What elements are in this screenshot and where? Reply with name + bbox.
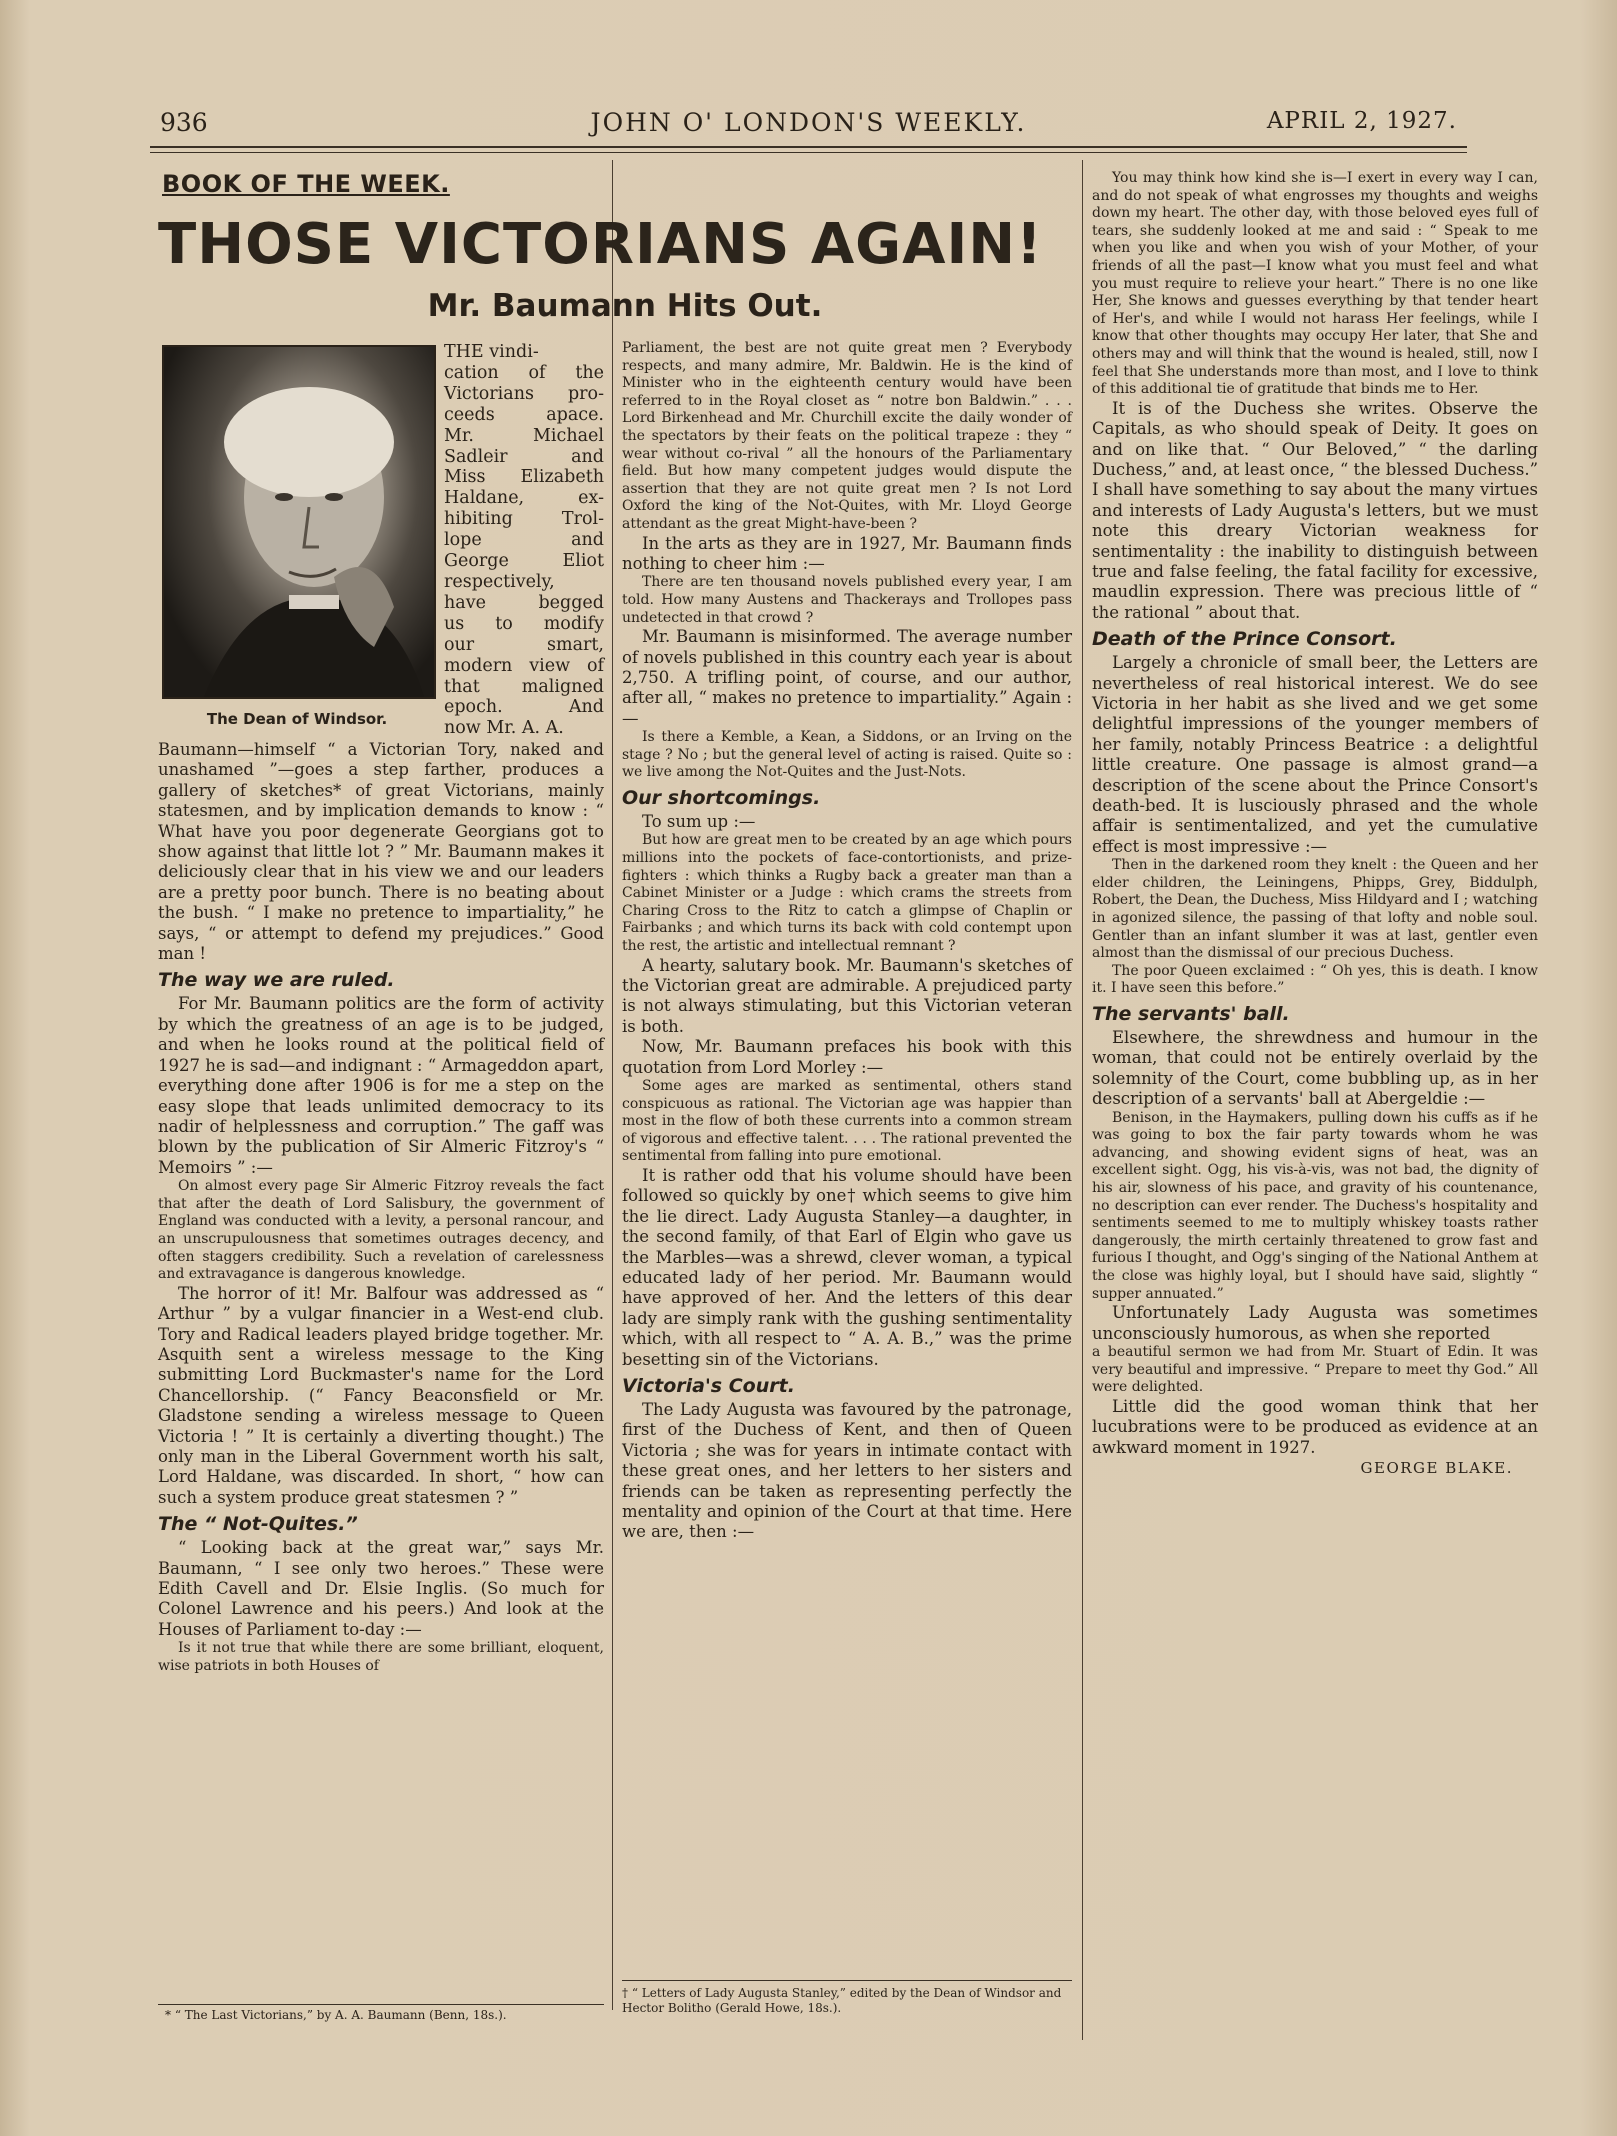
intro-line: that maligned [444,676,604,697]
parliament-quote-cont: Parliament, the best are not quite great men ? Everybody respects, and many admire, Mr. Baldwin. He is the kind of Minister who in the eighteenth century would have been referred to in the Royal closet as “ notre bon Baldwin.” . . . Lord Birkenhead and Mr. Churchill excite the daily wonder of the spectators by their feats on the political trapeze : they “ wear without co-rival ” all the honours of the Parliamentary field. But how many competent judges would dispute the assertion that they are not quite great men ? Is not Lord Oxford the king of the Not-Quites, with Mr. Lloyd George attendant as the great Might-have-been ? [622,340,1072,532]
parliament-quote: Is it not true that while there are some brilliant, eloquent, wise patriots in both Houses of [158,1640,604,1674]
intro-line: Victorians pro- [444,383,604,404]
column-1 [158,740,604,1675]
great-men-quote: But how are great men to be created by an age which pours millions into the pockets of face-contortionists, and prize-fighters : which thinks a Rugby back a greater man than a Cabinet Minister or a Judge : which crams the streets from Charing Cross to the Ritz to catch a glimpse of Chaplin or Fairbanks ; and which turns its back with cold contempt upon the rest, the artistic and intellectual remnant ? [622,832,1072,954]
header-rule [150,146,1467,148]
intro-line: ceeds apace. [444,404,604,425]
intro-line: lope and [444,530,604,551]
subhead-shortcomings: Our shortcomings. [622,786,821,809]
prefaces-paragraph: Now, Mr. Baumann prefaces his book with this quotation from Lord Morley :— [622,1037,1072,1077]
header-rule-thin [150,152,1467,153]
fitzroy-quote: On almost every page Sir Almeric Fitzroy reveals the fact that after the death of Lord Salisbury, the government of England was conducted with a levity, a personal rancour, and an unscrupulousness that sometimes outrages decency, and often staggers credibility. Such a revelation of carelessness and extravagance is dangerous knowledge. [158,1178,604,1283]
photo-caption: The Dean of Windsor. [206,710,388,728]
death-paragraph: Largely a chronicle of small beer, the Letters are nevertheless of real historical interest. We do see Victoria in her habit as she lived and we get some delightful impressions of the younger members of her family, notably Princess Beatrice : a delightful little creature. One passage is almost grand—a description of the scene about the Prince Consort's death-bed. It is lusciously phrased and the whole affair is sentimentalized, and yet the cumulative effect is most impressive :— [1092,653,1538,856]
intro-line: Miss Elizabeth [444,467,604,488]
benison-quote: Benison, in the Haymakers, pulling down his cuffs as if he was going to box the fair party towards whom he was advancing, and showing evident signs of heat, was an excellent sight. Ogg, his vis-à-vis, was not bad, the dignity of his air, slowness of his pace, and gravity of his countenance, no description can ever render. The Duchess's hospitality and sentiments seemed to me to multiply whiskey toasts rather dangerously, the mirth certainly threatened to grow fast and furious I thought, and Ogg's singing of the National Anthem at the close was highly loyal, but I should have said, slightly “ supper annuated.” [1092,1109,1538,1302]
intro-line: cation of the [444,362,604,383]
headline: THOSE VICTORIANS AGAIN! [158,212,1043,277]
subheadline: Mr. Baumann Hits Out. [427,288,823,324]
subhead-death-prince: Death of the Prince Consort. [1092,628,1397,651]
intro-paragraph-cont: Baumann—himself “ a Victorian Tory, naked and unashamed ”—goes a step farther, produces a gallery of sketches* of great Victorians, mainly statesmen, and by implication demands to know : “ What have you poor degenerate Georgians got to show against that little lot ? ” Mr. Baumann makes it deliciously clear that in his view we and our leaders are a pretty poor bunch. There is no beating about the bush. “ I make no pretence to impartiality,” he says, “ or attempt to defend my prejudices.” Good man ! [158,740,604,964]
duchess-paragraph: It is of the Duchess she writes. Observe the Capitals, as who should speak of Deity. It goes on and on like that. “ Our Beloved,” “ the darling Duchess,” and, at least once, “ the blessed Duchess.” I shall have something to say about the many virtues and interests of Lady Augusta's letters, but we must note this dreary Victorian weakness for sentimentality : the inability to distinguish between true and false feeling, the fatal facility for excessive, maudlin expression. There was precious little of “ the rational ” about that. [1092,398,1539,622]
intro-narrow-column [444,342,604,739]
column-divider [612,160,613,2010]
subhead-servants-ball: The servants' ball. [1092,1003,1290,1025]
publication-title: JOHN O' LONDON'S WEEKLY. [590,108,1027,137]
intro-line: George Eliot [444,551,604,572]
intro-line: us to modify [444,613,604,634]
sum-up-paragraph: To sum up :— [642,811,756,831]
arts-paragraph: In the arts as they are in 1927, Mr. Baumann finds nothing to cheer him :— [622,533,1072,573]
novels-quote: There are ten thousand novels published every year, I am told. How many Austens and Thackerays and Trollopes pass undetected in that crowd ? [622,574,1072,626]
footnote-rule [622,1980,1072,1981]
portrait-photo [162,345,436,699]
intro-line: have begged [444,592,604,613]
intro-line: now Mr. A. A. [444,718,564,739]
footnote-2: † “ Letters of Lady Augusta Stanley,” edited by the Dean of Windsor and Hector Bolitho (Gerald Howe, 18s.). [622,1986,1062,2015]
author-signature: GEORGE BLAKE. [1360,1458,1513,1477]
intro-line: our smart, [444,634,604,655]
intro-line: respectively, [444,571,555,592]
intro-line: Mr. Michael [444,425,604,446]
kind-quote: You may think how kind she is—I exert in every way I can, and do not speak of what engrosses my thoughts and weighs down my heart. The other day, with those beloved eyes full of tears, she suddenly looked at me and said : “ Speak to me when you like and when you wish of your Mother, of your friends of all the past—I know what you must feel and what you must require to relieve your heart.” There is no one like Her, She knows and guesses everything by that tender heart of Her's, and while I would not harass Her feelings, while I know that other thoughts may occupy Her later, that She and others may and will think that the wound is healed, still, now I feel that She understands more than most, and I love to think of this additional tie of gratitude that binds me to Her. [1092,170,1538,398]
intro-line: modern view of [444,655,604,676]
intro-line: epoch. And [444,697,604,718]
section-kicker: BOOK OF THE WEEK. [162,170,450,198]
kemble-quote: Is there a Kemble, a Kean, a Siddons, or an Irving on the stage ? No ; but the general level of acting is raised. Quite so : we live among the Not-Quites and the Just-Nots. [622,729,1072,781]
court-paragraph: The Lady Augusta was favoured by the patronage, first of the Duchess of Kent, and then of Queen Victoria ; she was for years in intimate contact with these great ones, and her letters to her sisters and friends can be taken as representing perfectly the mentality and opinion of the Court at that time. Here we are, then :— [622,1399,1072,1542]
footnote-rule [158,2004,604,2005]
intro-line: Sadleir and [444,446,604,467]
ruled-paragraph: For Mr. Baumann politics are the form of activity by which the greatness of an age is to be judged, and when he looks round at the political field of 1927 he is sad—and indignant : “ Armageddon apart, everything done after 1906 is for me a step on the easy slope that leads unlimited democracy to its nadir of helplessness and corruption.” The gaff was blown by the publication of Sir Almeric Fitzroy's “ Memoirs ” :— [158,994,604,1177]
unfortunately-paragraph: Unfortunately Lady Augusta was sometimes unconsciously humorous, as when she reported [1092,1303,1538,1343]
intro-line: THE vindi- [444,342,539,362]
horror-paragraph: The horror of it! Mr. Balfour was addressed as “ Arthur ” by a vulgar financier in a West-end club. Tory and Radical leaders played bridge together. Mr. Asquith sent a wireless message to the King submitting Lord Buckmaster's name for the Lord Chancellorship. (“ Fancy Beaconsfield or Mr. Gladstone sending a wireless message to Queen Victoria ! ” It is certainly a diverting thought.) The only man in the Liberal Government worth his salt, Lord Haldane, was discarded. In short, “ how can such a system produce great statesmen ? ” [158,1283,604,1507]
subhead-not-quites: The “ Not-Quites.” [158,1513,358,1536]
morley-quote: Some ages are marked as sentimental, others stand conspicuous as rational. The Victorian age was happier than most in the flow of both these currents into a common stream of vigorous and effective talent. . . . The rational prevented the sentimental from falling into pure emotional. [622,1077,1072,1165]
intro-line: Haldane, ex- [444,488,604,509]
not-quites-paragraph: “ Looking back at the great war,” says Mr. Baumann, “ I see only two heroes.” These were Edith Cavell and Dr. Elsie Inglis. (So much for Colonel Lawrence and his peers.) And look at the Houses of Parliament to-day :— [158,1538,604,1639]
ball-paragraph: Elsewhere, the shrewdness and humour in the woman, that could not be entirely overlaid by the solemnity of the Court, come bubbling up, as in her description of a servants' ball at Abergeldie :— [1092,1028,1538,1109]
column-3 [1092,170,1538,1478]
hearty-paragraph: A hearty, salutary book. Mr. Baumann's sketches of the Victorian great are admirable. A prejudiced party is not always stimulating, but this Victorian veteran is both. [622,955,1072,1036]
subhead-victorias-court: Victoria's Court. [622,1374,795,1397]
page-header [150,108,1467,138]
column-2 [622,340,1072,1543]
footnote-1: * “ The Last Victorians,” by A. A. Baumann (Benn, 18s.). [165,2008,507,2022]
little-did-paragraph: Little did the good woman think that her lucubrations were to be produced as evidence at an awkward moment in 1927. [1092,1396,1538,1457]
sermon-quote: a beautiful sermon we had from Mr. Stuart of Edin. It was very beautiful and impressive. “ Prepare to meet thy God.” All were delighted. [1092,1343,1538,1396]
issue-date: APRIL 2, 1927. [1266,108,1457,134]
page-number: 936 [160,108,208,137]
subhead-way-ruled: The way we are ruled. [158,969,395,992]
odd-paragraph: It is rather odd that his volume should have been followed so quickly by one† which seems to give him the lie direct. Lady Augusta Stanley—a daughter, in the second family, of that Earl of Elgin who gave us the Marbles—was a shrewd, clever woman, a typical educated lady of her period. Mr. Baumann would have approved of her. And the letters of this dear lady are simply rank with the gushing sentimentality which, with all respect to “ A. A. B.,” was the prime besetting sin of the Victorians. [622,1165,1072,1369]
intro-line: hibiting Trol- [444,509,604,530]
portrait-illustration [164,347,434,697]
column-divider [1082,160,1083,2040]
queen-exclaimed-quote: The poor Queen exclaimed : “ Oh yes, this is death. I know it. I have seen this before.” [1092,962,1538,997]
darkened-room-quote: Then in the darkened room they knelt : the Queen and her elder children, the Leiningens, Phipps, Grey, Biddulph, Robert, the Dean, the Duchess, Miss Hildyard and I ; watching in agonized silence, the passing of that lofty and noble soul. Gentler than an infant slumber it was at last, gentler even almost than the dismissal of our precious Duchess. [1092,857,1538,962]
misinformed-paragraph: Mr. Baumann is misinformed. The average number of novels published in this country each year is about 2,750. A trifling point, of course, and our author, after all, “ makes no pretence to impartiality.” Again :— [622,627,1072,728]
